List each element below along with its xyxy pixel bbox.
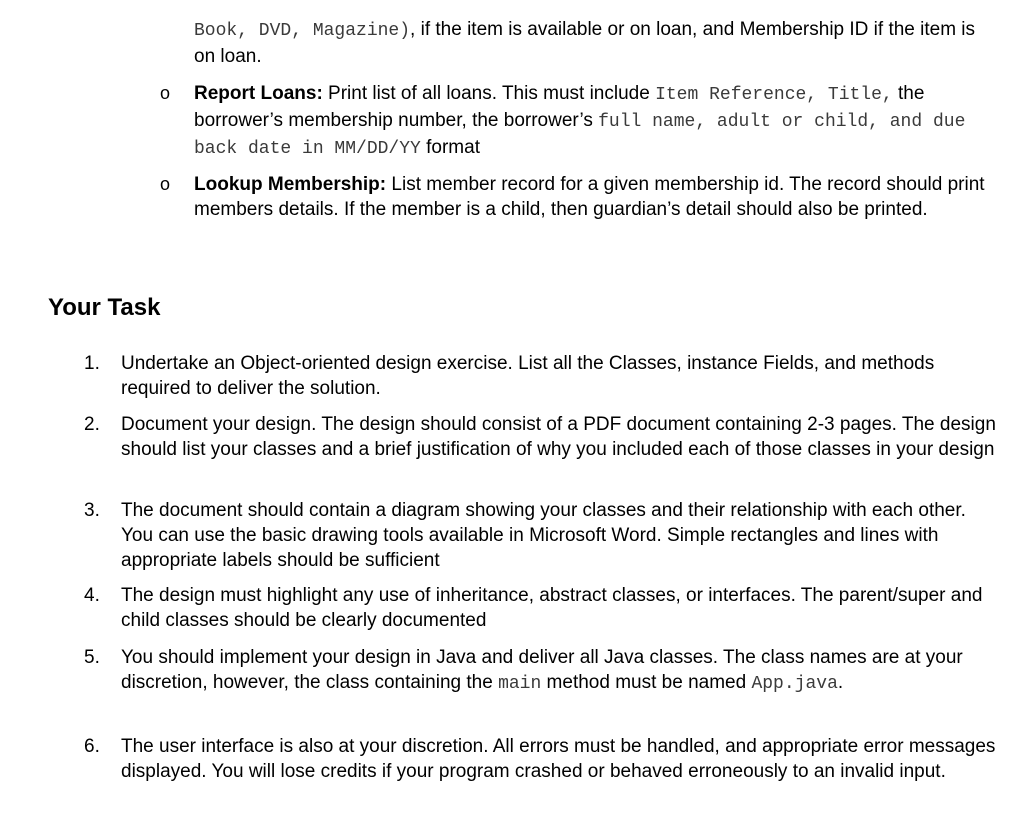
bullet-title: Report Loans: [194, 83, 323, 104]
intro-continuation [194, 17, 994, 69]
bullet-marker: o [160, 174, 171, 194]
bullet-lookup-membership [160, 172, 990, 222]
task-number: 2. [84, 414, 100, 435]
task-item [84, 734, 999, 784]
task-text: The design must highlight any use of inheritance, abstract classes, or interfaces. The parent/super and child classes should be clearly documented [121, 585, 983, 631]
task-item [84, 645, 999, 697]
task-text: Undertake an Object-oriented design exercise. List all the Classes, instance Fields, and methods required to deliver the solution. [121, 353, 935, 399]
task-number: 1. [84, 353, 100, 374]
task-number: 5. [84, 647, 100, 668]
bullet-text: format [420, 137, 480, 158]
task-number: 4. [84, 585, 100, 606]
intro-text: , if the item is available or on loan, and Membership ID if the item is on loan. [194, 19, 976, 67]
bullet-text: Print list of all loans. This must include [322, 83, 656, 104]
task-number: 3. [84, 500, 100, 521]
bullet-text: List member record for a given membership id. The record should print members details. If the member is a child, then guardian’s detail should also be printed. [194, 174, 985, 220]
task-item [84, 583, 999, 633]
task-code: App.java [751, 674, 838, 694]
task-text-part: . [837, 672, 844, 693]
bullet-title: Lookup Membership: [194, 174, 387, 195]
task-text [121, 645, 999, 697]
bullet-marker: o [160, 83, 171, 103]
bullet-code: full name, adult or child, and due back date in MM/DD/YY [194, 112, 966, 159]
task-text: The user interface is also at your discretion. All errors must be handled, and appropriate error messages displayed. You will lose credits if your program crashed or behaved erroneously to an invalid input. [121, 736, 996, 782]
task-text-part: You should implement your design in Java and deliver all Java classes. The class names are at your discretion, however, the class containing the [121, 647, 963, 693]
intro-code: Book, DVD, Magazine) [194, 21, 411, 41]
bullet-report-loans [160, 81, 990, 162]
task-text-part: method must be named [541, 672, 752, 693]
task-number: 6. [84, 736, 100, 757]
task-item [84, 412, 999, 462]
bullet-text: the borrower’s membership number, the borrower’s [194, 83, 925, 131]
task-item [84, 351, 999, 401]
task-item [84, 498, 999, 573]
task-text: Document your design. The design should consist of a PDF document containing 2-3 pages. The design should list your classes and a brief justification of why you included each of those classes in your design [121, 414, 996, 460]
task-text: The document should contain a diagram showing your classes and their relationship with each other. You can use the basic drawing tools available in Microsoft Word. Simple rectangles and lines with appropriate labels should be sufficient [121, 500, 966, 571]
task-code: main [498, 674, 542, 694]
bullet-code: Item Reference, Title, [655, 85, 893, 105]
section-heading: Your Task [48, 294, 161, 321]
